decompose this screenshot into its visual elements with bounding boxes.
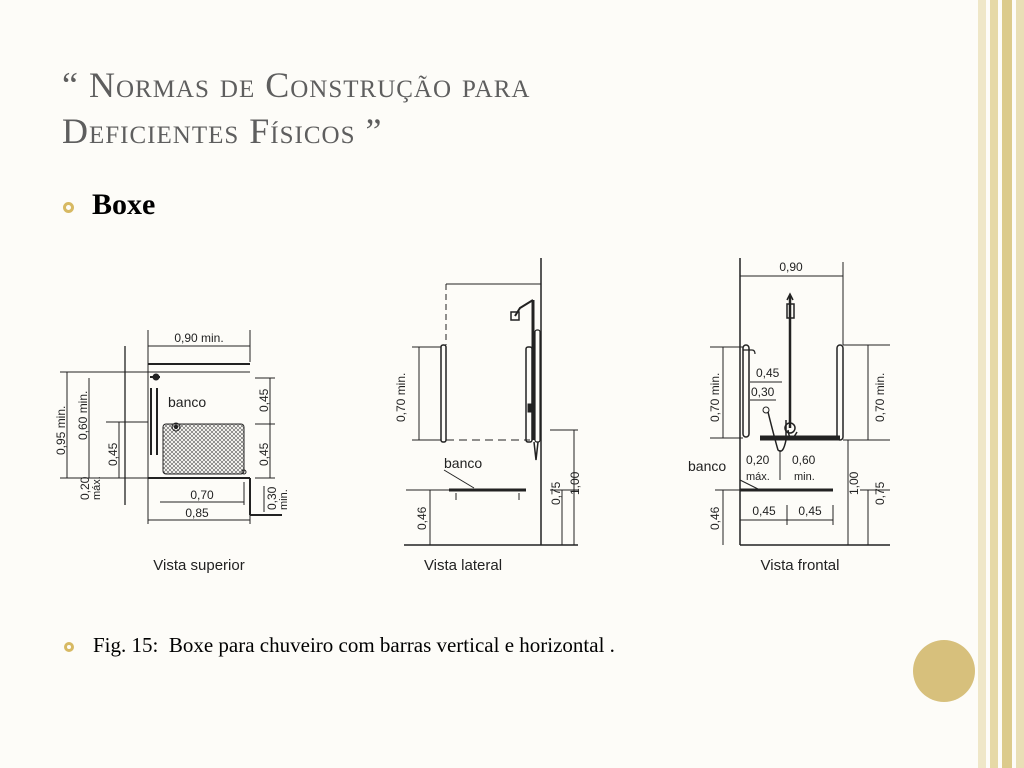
front-dim-label: min.	[794, 471, 815, 483]
front-dim-label: 0,45	[756, 366, 780, 380]
top-view	[54, 330, 290, 574]
top-dim-label: 0,45	[257, 388, 271, 412]
front-dim-label: 0,90	[779, 260, 803, 274]
top-dim-label: 0,95 min.	[54, 405, 68, 455]
top-dim-label: min.	[278, 489, 290, 510]
front-dim-label: 0,60	[792, 453, 816, 467]
front-dim-label: 0,75	[873, 481, 887, 505]
decor-stripe	[1002, 0, 1012, 768]
bullet-icon	[64, 642, 74, 652]
front-dim-label: 0,46	[708, 506, 722, 530]
figure-caption: Fig. 15: Boxe para chuveiro com barras vertical e horizontal .	[93, 633, 615, 657]
decor-stripe	[978, 0, 986, 768]
view-label-superior: Vista superior	[153, 557, 245, 574]
bench-label: banco	[168, 394, 207, 410]
front-dim-label: máx.	[746, 471, 770, 483]
side-dim-label: 0,46	[415, 506, 429, 530]
side-dim-label: 0,75	[549, 481, 563, 505]
title-line-2: Deficientes Físicos ”	[62, 111, 383, 151]
front-view	[688, 258, 890, 574]
side-dim-label: 1,00	[568, 471, 582, 495]
bench-label: banco	[688, 458, 727, 474]
top-dim-label: 0,30	[265, 486, 279, 510]
top-dim-label: 0,20	[78, 476, 92, 500]
top-dim-label: máx.	[91, 476, 103, 500]
front-dim-label: 0,70 min.	[873, 372, 887, 422]
front-dim-label: 0,30	[751, 385, 775, 399]
front-dim-label: 0,45	[752, 504, 776, 518]
front-dim-label: 1,00	[847, 471, 861, 495]
section-heading: Boxe	[92, 188, 156, 221]
top-width-label: 0,90 min.	[174, 331, 224, 345]
top-dim-label: 0,85	[185, 506, 209, 520]
front-dim-label: 0,70 min.	[708, 372, 722, 422]
title-line-1: “ Normas de Construção para	[62, 65, 531, 105]
view-label-frontal: Vista frontal	[760, 557, 840, 574]
front-dim-label: 0,20	[746, 453, 770, 467]
top-dim-label: 0,45	[106, 442, 120, 466]
side-dim-label: 0,70 min.	[394, 372, 408, 422]
top-dim-label: 0,45	[257, 442, 271, 466]
top-dim-label: 0,70	[190, 488, 214, 502]
bench-label: banco	[444, 455, 483, 471]
side-view	[394, 258, 582, 574]
decor-stripe	[990, 0, 998, 768]
decor-circle	[913, 640, 975, 702]
top-dim-label: 0,60 min.	[76, 390, 90, 440]
front-dim-label: 0,45	[798, 504, 822, 518]
decor-stripe	[1016, 0, 1024, 768]
view-label-lateral: Vista lateral	[423, 557, 503, 574]
